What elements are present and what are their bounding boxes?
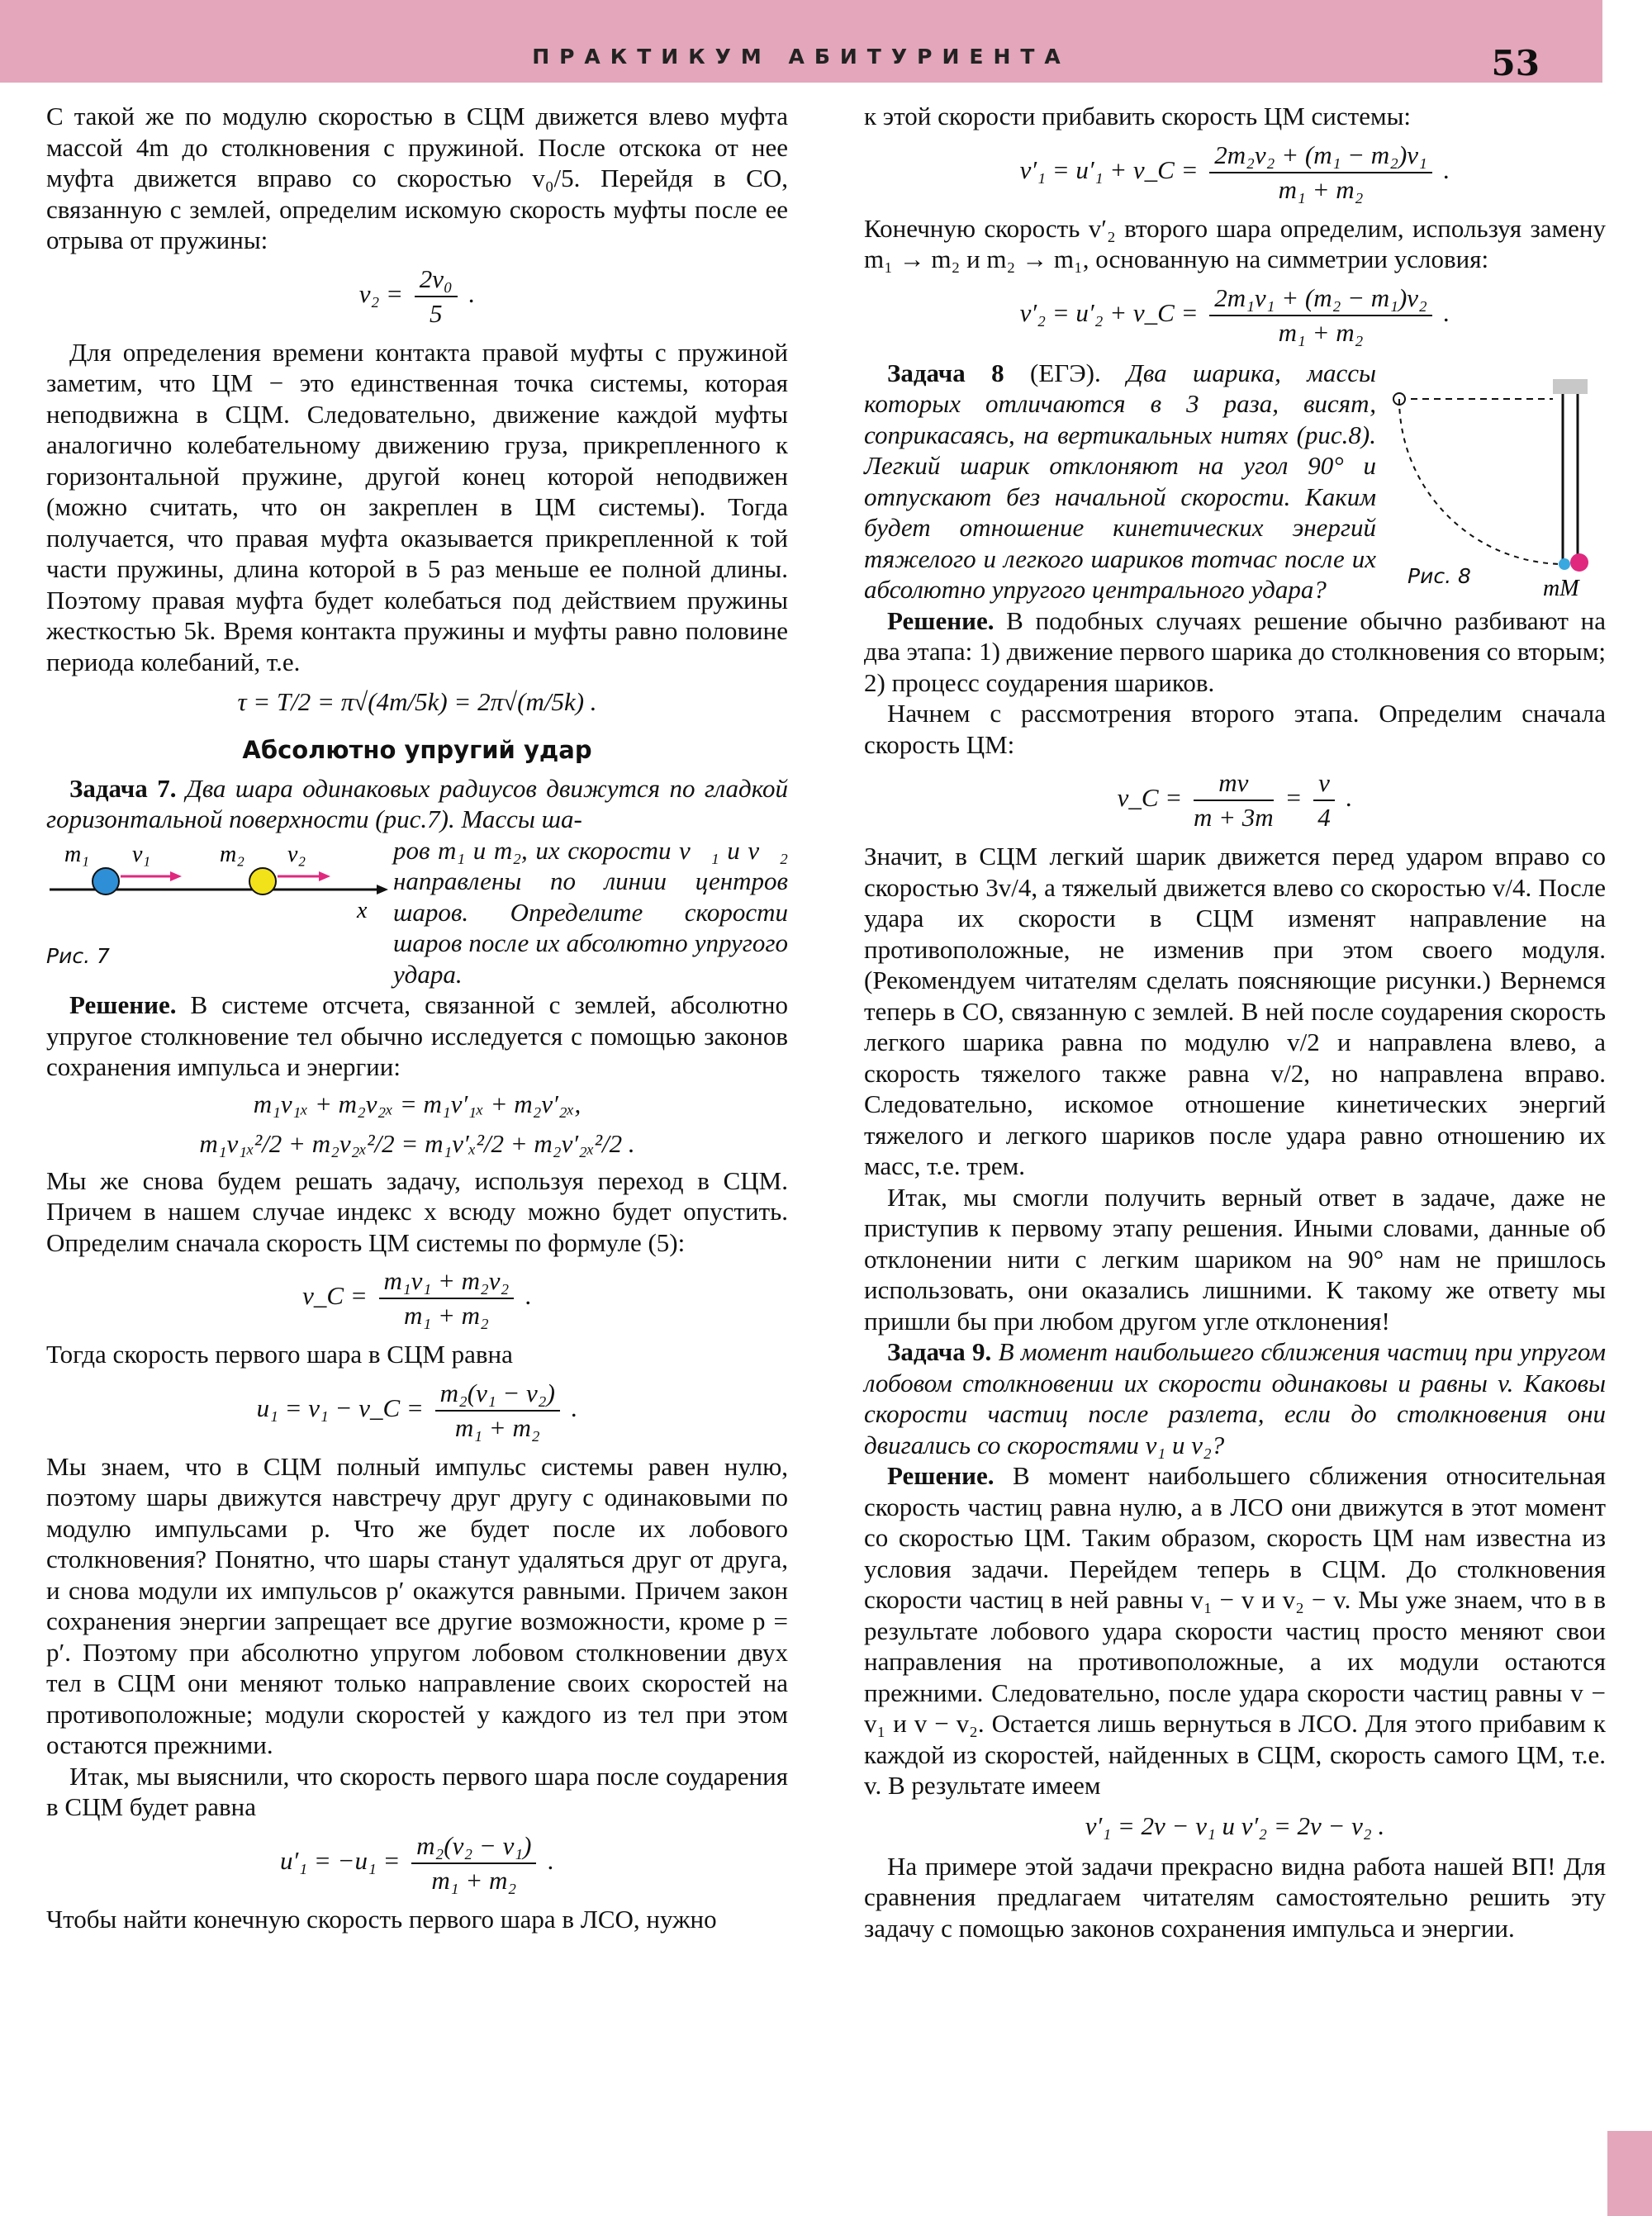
task7-figure-row: [46, 835, 788, 990]
label-x: x: [357, 897, 368, 923]
header-title: ПРАКТИКУМ АБИТУРИЕНТА: [532, 45, 1070, 69]
page-number: 53: [1491, 43, 1540, 83]
solution9: Решение. В момент наибольшего сближения относительная скорость частиц равна нулю, а в ЛСО они движутся в этот момент со скоростью ЦМ. Таким образом, скорость ЦМ нам известна из условия задачи. Перейдем теперь в СЦМ. До столкновения скорости частиц в ней равны v₁ − v и v₂ − v. Мы уже знаем, что в в результате лобового удара скорости частиц просто меняют свои направления на противоположные, а их модули остаются прежними. Следовательно, после удара скорости частиц равны v − v₁ и v − v₂. Остается лишь вернуться в ЛСО. Для этого прибавим к каждой из скоростей, найденных в СЦМ, скорость самого ЦМ, т.е. v. В результате имеем: [864, 1461, 1606, 1800]
light-ball: [1559, 558, 1570, 570]
formula-v2-prime: v′₂ = u′₂ + v_C = $\frac{\text{2m₁v₁ + (m₂ − m₁)v₂}}{\text{m₁ + m₂}}$ .: [1019, 282, 1450, 347]
formula-v1-prime: v′₁ = u′₁ + v_C = $\frac{\text{2m₂v₂ + (m₁ − m₂)v₁}}{\text{m₁ + m₂}}$ .: [1019, 140, 1450, 204]
formula-momentum: m₁v₁ₓ + m₂v₂ₓ = m₁v′₁ₓ + m₂v′₂ₓ,: [253, 1089, 582, 1118]
label-v1: v₁: [132, 841, 151, 867]
figure-7: [46, 835, 393, 972]
figure-7-caption: Рис. 7: [46, 944, 110, 968]
section-heading: Абсолютно упругий удар: [242, 736, 592, 764]
left-column: [46, 101, 788, 1934]
task7-text-wrap: ров m₁ и m₂, их скорости v⃗₁ и v⃗₂ направлены по линии центров шаров. Определите скорости шаров после их абсолютно упругого удара.: [393, 835, 788, 989]
paragraph: С такой же по модулю скоростью в СЦМ движется влево муфта массой 4m до столкновения с пружиной. После отскока от нее муфта движется вправо со скоростью v₀/5. Перейдя в СО, связанную с землей, определим искомую скорость муфты после ее отрыва от пружины:: [46, 102, 788, 254]
formula-u1: u₁ = v₁ − v_C = $\frac{\text{m₂(v₁ − v₂)}}{\text{m₁ + m₂}}$ .: [256, 1378, 578, 1442]
formula-u1-prime: u′₁ = −u₁ = $\frac{\text{m₂(v₂ − v₁)}}{\text{m₁ + m₂}}$ .: [280, 1830, 554, 1895]
formula-v2: v₂ = $\frac{\text{2v₀}}{5}$ .: [358, 263, 476, 328]
right-column: [864, 101, 1606, 1943]
formula-tau: τ = T/2 = π√(4m/5k) = 2π√(m/5k) .: [237, 687, 597, 716]
paragraph: Чтобы найти конечную скорость первого шара в ЛСО, нужно: [46, 1904, 717, 1934]
velocity-arrowhead-2: [319, 871, 330, 881]
heavy-ball: [1570, 553, 1588, 572]
paragraph: Итак, мы выяснили, что скорость первого шара после соударения в СЦМ будет равна: [46, 1761, 788, 1821]
velocity-arrowhead-1: [170, 871, 182, 881]
paragraph: Значит, в СЦМ легкий шарик движется перед ударом вправо со скоростью 3v/4, а тяжелый движется влево со скоростью v/4. После удара их скорости в СЦМ изменят направление на противоположные, не изменив при этом своего модуля. (Рекомендуем читателям сделать поясняющие рисунки.) Вернемся теперь в СО, связанную с землей. В ней после соударения скорость легкого шарика равна по модулю v/2 и направлена влево, а скорость тяжелого также равна v/2, но направлена вправо. Следовательно, искомое отношение кинетических энергий тяжелого и легкого шариков после удара равно отношению их масс, т.е. трем.: [864, 842, 1606, 1180]
ball-1: [93, 868, 119, 894]
x-axis-arrowhead: [377, 885, 388, 894]
paragraph: Мы знаем, что в СЦМ полный импульс системы равен нулю, поэтому шары движутся навстречу друг другу с одинаковыми по модулю импульсами p. Что же будет после их лобового столкновения? Понятно, что шары станут удаляться друг от друга, и снова модули их импульсов p′ окажутся равными. Причем закон сохранения энергии запрещает все другие возможности, кроме p = p′. Поэтому при абсолютно упругом лобовом столкновении двух тел в СЦМ они меняют только направление своих скоростей на противоположные; модули скоростей у каждого из тел при этом остаются прежними.: [46, 1451, 788, 1759]
side-tab-bottom: [1607, 2131, 1652, 2216]
task8-row: [864, 358, 1606, 605]
header-band: [0, 0, 1602, 83]
formula-vc-8: v_C = $\frac{mv}{m + 3m}$ = $\frac{v}{4}$ .: [1117, 768, 1353, 832]
ball-2: [249, 868, 276, 894]
label-mM: mM: [1543, 575, 1579, 597]
figure-7-drawing: [46, 835, 393, 942]
formula-final: v′₁ = 2v − v₁ и v′₂ = 2v − v₂ .: [1085, 1810, 1385, 1840]
label-m2: m₂: [220, 841, 244, 867]
figure-8-caption: Рис. 8: [1408, 563, 1471, 588]
task7-text: Задача 7. Два шара одинаковых радиусов движутся по гладкой горизонтальной поверхности (рис.7). Массы ша-: [46, 773, 789, 833]
label-m1: m₁: [64, 841, 89, 867]
solution8: Решение. В подобных случаях решение обычно разбивают на два этапа: 1) движение первого шарика до столкновения со вторым; 2) процесс соударения шариков.: [864, 605, 1606, 697]
figure-8: [1391, 358, 1606, 605]
task8-text: Задача 8 (ЕГЭ). Два шарика, массы которых отличаются в 3 раза, висят, соприкасаясь, на вертикальных нитях (рис.8). Легкий шарик отклоняют на угол 90° и отпускают без начальной скорости. Каким будет отношение кинетических энергий тяжелого и легкого шариков тотчас после их абсолютно упругого центрального удара?: [864, 358, 1376, 604]
paragraph: На примере этой задачи прекрасно видна работа нашей ВП! Для сравнения предлагаем читателям самостоятельно решить эту задачу с помощью законов сохранения импульса и энергии.: [864, 1851, 1606, 1943]
ceiling-mount: [1553, 379, 1588, 394]
paragraph: к этой скорости прибавить скорость ЦМ системы:: [864, 102, 1412, 130]
paragraph: Итак, мы смогли получить верный ответ в задаче, даже не приступив к первому этапу решения. Иными словами, данные об отклонении нити с легким шариком на 90° нам не пришлось использовать, они оказались лишними. К такому же ответу мы пришли бы при любом другом угле отклонения!: [864, 1182, 1606, 1336]
label-v2: v₂: [287, 841, 306, 867]
paragraph: Для определения времени контакта правой муфты с пружиной заметим, что ЦМ − это единственная точка системы, которая неподвижна в СЦМ. Следовательно, движение каждой муфты аналогично колебательному движению груза, прикрепленного к горизонтальной пружине, другой конец которой неподвижен (можно считать, что он закреплен в ЦМ системы). Тогда получается, что правая муфта оказывается прикрепленной к той части пружины, длина которой в 5 раз меньше ее полной длины. Поэтому правая муфта будет колебаться под действием пружины жесткостью 5k. Время контакта пружины и муфты равно половине периода колебаний, т.е.: [46, 337, 788, 676]
formula-energy: m₁v₁ₓ²/2 + m₂v₂ₓ²/2 = m₁v′ₓ²/2 + m₂v′₂ₓ²/2 .: [199, 1128, 635, 1158]
formula-vc: v_C = $\frac{\text{m₁v₁ + m₂v₂}}{\text{m₁ + m₂}}$ .: [302, 1266, 532, 1330]
solution7: Решение. В системе отсчета, связанной с землей, абсолютно упругое столкновение тел обычно исследуется с помощью законов сохранения импульса и энергии:: [46, 990, 788, 1081]
paragraph: Мы же снова будем решать задачу, используя переход в СЦМ. Причем в нашем случае индекс x всюду можно будет опустить. Определим сначала скорость ЦМ системы по формуле (5):: [46, 1165, 788, 1257]
task9-text: Задача 9. В момент наибольшего сближения частиц при упругом лобовом столкновении их скорости одинаковы и равны v. Каковы скорости частиц после разлета, если до столкновения они двигались со скоростями v₁ и v₂?: [864, 1337, 1607, 1459]
paragraph: Тогда скорость первого шара в СЦМ равна: [46, 1340, 513, 1369]
paragraph: Начнем с рассмотрения второго этапа. Определим сначала скорость ЦМ:: [864, 699, 1606, 759]
paragraph: Конечную скорость v′₂ второго шара определим, используя замену m₁ → m₂ и m₂ → m₁, основанную на симметрии условия:: [864, 213, 1606, 273]
swing-arc: [1399, 399, 1564, 564]
